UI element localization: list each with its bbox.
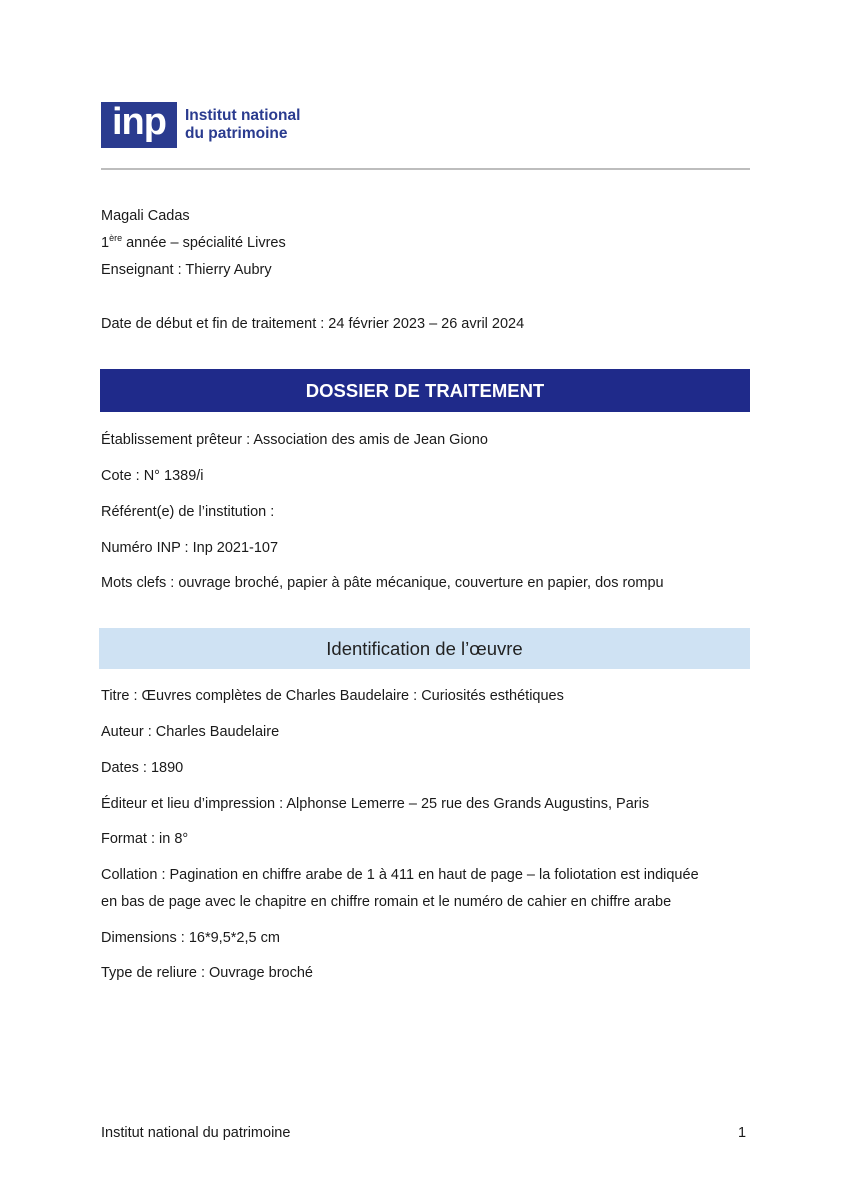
year-specialty: année – spécialité Livres xyxy=(122,235,286,251)
logo-line-1: Institut national xyxy=(185,107,301,124)
field-publisher: Éditeur et lieu d’impression : Alphonse Lemerre – 25 rue des Grands Augustins, Paris xyxy=(101,796,650,812)
field-lender: Établissement prêteur : Association des amis de Jean Giono xyxy=(101,432,488,448)
field-inp-number: Numéro INP : Inp 2021-107 xyxy=(101,540,279,556)
dossier-title-band: DOSSIER DE TRAITEMENT xyxy=(100,369,750,412)
institution-logo xyxy=(101,101,300,149)
field-keywords: Mots clefs : ouvrage broché, papier à pâte mécanique, couverture en papier, dos rompu xyxy=(101,575,664,591)
field-binding: Type de reliure : Ouvrage broché xyxy=(101,965,313,981)
logo-line-2: du patrimoine xyxy=(185,125,288,142)
field-title: Titre : Œuvres complètes de Charles Baudelaire : Curiosités esthétiques xyxy=(101,688,564,704)
treatment-dates: Date de début et fin de traitement : 24 février 2023 – 26 avril 2024 xyxy=(101,316,525,332)
footer-institution: Institut national du patrimoine xyxy=(101,1125,291,1141)
logo-wordmark xyxy=(185,107,300,143)
year-number: 1 xyxy=(101,235,110,251)
page-number: 1 xyxy=(738,1125,747,1141)
logo-mark: inp xyxy=(101,102,177,148)
field-dimensions: Dimensions : 16*9,5*2,5 cm xyxy=(101,930,280,946)
identification-title-band: Identification de l’œuvre xyxy=(99,628,750,669)
author-year xyxy=(101,234,286,252)
field-author: Auteur : Charles Baudelaire xyxy=(101,724,280,740)
field-collation-1: Collation : Pagination en chiffre arabe de 1 à 411 en haut de page – la foliotation est indiquée xyxy=(101,867,699,883)
field-referent: Référent(e) de l’institution : xyxy=(101,504,275,520)
field-dates: Dates : 1890 xyxy=(101,760,184,776)
year-superscript: ère xyxy=(109,233,123,243)
field-collation-2: en bas de page avec le chapitre en chiffre romain et le numéro de cahier en chiffre arabe xyxy=(101,894,672,910)
field-shelfmark: Cote : N° 1389/i xyxy=(101,468,204,484)
author-name: Magali Cadas xyxy=(101,208,190,224)
header-divider xyxy=(101,168,750,170)
field-format: Format : in 8° xyxy=(101,831,189,847)
teacher-line: Enseignant : Thierry Aubry xyxy=(101,262,272,278)
